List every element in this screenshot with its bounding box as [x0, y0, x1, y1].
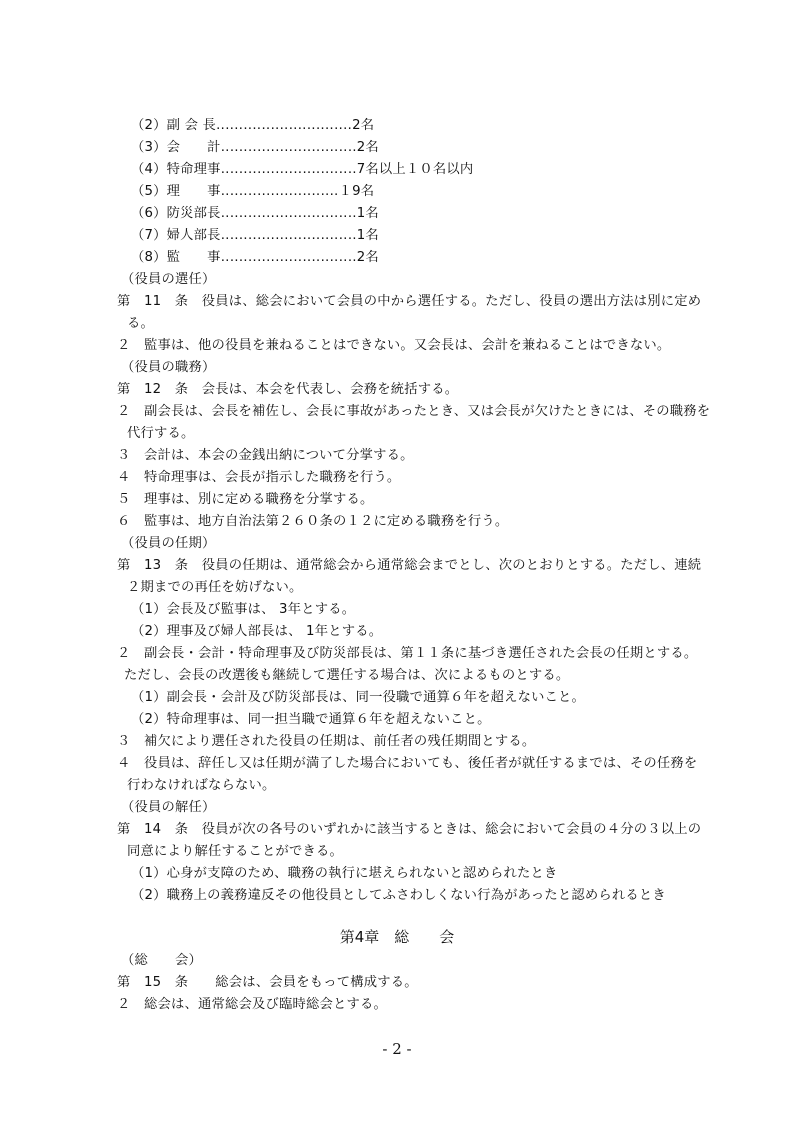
- article-caption: （役員の選任）: [121, 272, 216, 287]
- article-text: 第 14 条 役員が次の各号のいずれかに該当するときは、総会において会員の４分の３以上の: [117, 822, 702, 837]
- officer-list-item: （8）監 事‥‥‥‥‥‥‥‥‥‥‥‥‥‥‥2名: [131, 250, 379, 265]
- article-paragraph: ４ 特命理事は、会長が指示した職務を行う。: [117, 470, 401, 485]
- article-item: （2）特命理事は、同一担当職で通算６年を超えないこと。: [131, 712, 491, 727]
- article-paragraph: ４ 役員は、辞任し又は任期が満了した場合においても、後任者が就任するまでは、その任務を: [117, 756, 698, 771]
- article-paragraph: ５ 理事は、別に定める職務を分掌する。: [117, 492, 374, 507]
- officer-list-item: （3）会 計‥‥‥‥‥‥‥‥‥‥‥‥‥‥‥2名: [131, 140, 379, 155]
- article-item: （2）職務上の義務違反その他役員としてふさわしくない行為があったと認められるとき: [131, 888, 666, 903]
- article-text: る。: [127, 316, 154, 331]
- article-caption: （役員の解任）: [121, 800, 216, 815]
- chapter-heading: 第4章 総 会: [339, 928, 455, 946]
- article-paragraph: ２ 監事は、他の役員を兼ねることはできない。又会長は、会計を兼ねることはできない。: [117, 338, 671, 353]
- page-number: - 2 -: [382, 1040, 412, 1058]
- article-paragraph: ２ 総会は、通常総会及び臨時総会とする。: [117, 997, 387, 1012]
- article-item: （1）副会長・会計及び防災部長は、同一役職で通算６年を超えないこと。: [131, 690, 586, 705]
- article-paragraph: ３ 会計は、本会の金銭出納について分掌する。: [117, 448, 414, 463]
- article-text: 第 13 条 役員の任期は、通常総会から通常総会までとし、次のとおりとする。ただし、連続: [117, 558, 702, 573]
- article-item: （1）会長及び監事は、 3年とする。: [131, 602, 356, 617]
- article-paragraph: ３ 補欠により選任された役員の任期は、前任者の残任期間とする。: [117, 734, 536, 749]
- article-text: 第 15 条 総会は、会員をもって構成する。: [117, 975, 418, 990]
- article-paragraph: ただし、会長の改選後も継続して選任する場合は、次によるものとする。: [124, 668, 570, 683]
- article-paragraph: ２ 副会長は、会長を補佐し、会長に事故があったとき、又は会長が欠けたときには、その職務を: [117, 404, 711, 419]
- article-item: （2）理事及び婦人部長は、 1年とする。: [131, 624, 383, 639]
- article-caption: （役員の任期）: [121, 536, 216, 551]
- officer-list-item: （6）防災部長‥‥‥‥‥‥‥‥‥‥‥‥‥‥‥1名: [131, 206, 379, 221]
- officer-list-item: （2）副 会 長‥‥‥‥‥‥‥‥‥‥‥‥‥‥‥2名: [131, 118, 375, 133]
- article-paragraph: ６ 監事は、地方自治法第２６０条の１２に定める職務を行う。: [117, 514, 509, 529]
- article-text: 同意により解任することができる。: [127, 844, 343, 859]
- article-item: （1）心身が支障のため、職務の執行に堪えられないと認められたとき: [131, 866, 558, 881]
- officer-list-item: （7）婦人部長‥‥‥‥‥‥‥‥‥‥‥‥‥‥‥1名: [131, 228, 379, 243]
- officer-list-item: （5）理 事‥‥‥‥‥‥‥‥‥‥‥‥‥１9名: [131, 184, 375, 199]
- article-text: 第 11 条 役員は、総会において会員の中から選任する。ただし、役員の選出方法は別に定め: [117, 294, 702, 309]
- article-text: ２期までの再任を妨げない。: [127, 580, 303, 595]
- article-paragraph: 行わなければならない。: [127, 778, 276, 793]
- article-caption: （総 会）: [121, 953, 202, 968]
- officer-list-item: （4）特命理事‥‥‥‥‥‥‥‥‥‥‥‥‥‥‥7名以上１０名以内: [131, 162, 474, 177]
- article-text: 第 12 条 会長は、本会を代表し、会務を統括する。: [117, 382, 459, 397]
- article-caption: （役員の職務）: [121, 360, 216, 375]
- article-paragraph: 代行する。: [127, 426, 195, 441]
- article-paragraph: ２ 副会長・会計・特命理事及び防災部長は、第１１条に基づき選任された会長の任期とする。: [117, 646, 698, 661]
